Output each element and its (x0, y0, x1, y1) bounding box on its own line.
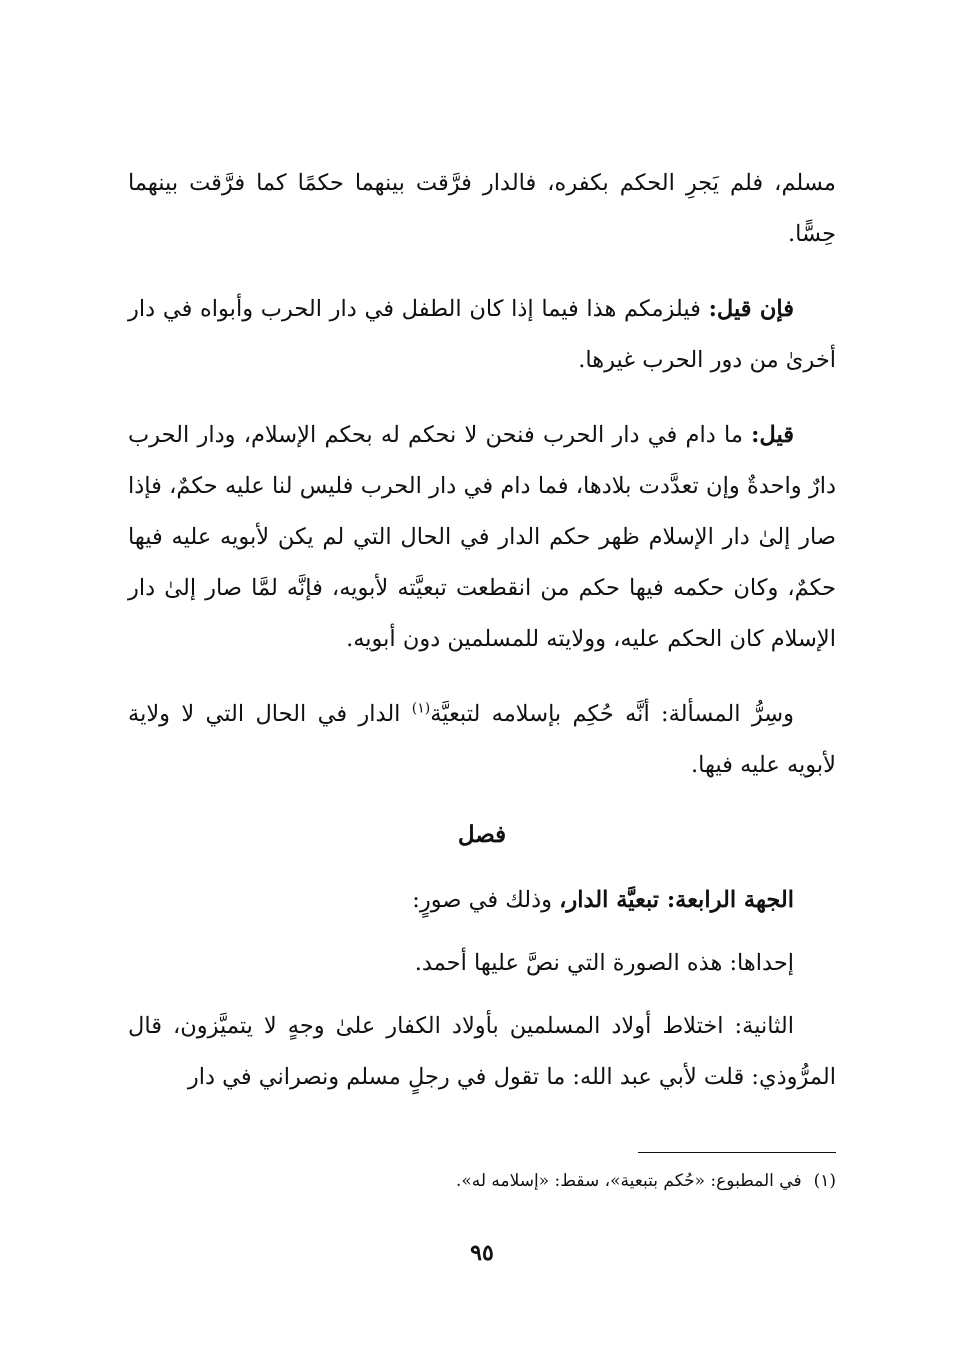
section-heading-lead: الجهة الرابعة: تبعيَّة الدار، (559, 887, 794, 913)
section-title: فصل (457, 821, 507, 848)
list-item-2 (128, 1001, 836, 1103)
page-number: ٩٥ (470, 1240, 494, 1266)
footnote (128, 1166, 836, 1196)
paragraph-3 (128, 410, 836, 665)
paragraph-2-text: فيلزمكم هذا فيما إذا كان الطفل في دار الحرب وأبواه في دار أخرىٰ من دور الحرب غيرها. (128, 296, 836, 373)
footnote-text: في المطبوع: «حُكم بتبعية»، سقط: «إسلامه له». (455, 1171, 802, 1191)
list-item-1-text: إحداها: هذه الصورة التي نصَّ عليها أحمد. (414, 950, 794, 976)
paragraph-4 (128, 689, 836, 791)
paragraph-2 (128, 284, 836, 386)
footnote-reference[interactable]: (١) (411, 700, 431, 717)
list-item-1 (128, 938, 836, 989)
list-item-2-text: الثانية: اختلاط أولاد المسلمين بأولاد الكفار علىٰ وجهٍ لا يتميَّزون، قال المرُّوذي: قلت لأبي عبد الله: ما تقول في رجلٍ مسلم ونصراني في دار (128, 1013, 836, 1090)
paragraph-4-text-end: الدار في الحال التي لا ولاية لأبويه عليه فيها. (128, 701, 836, 778)
paragraph-3-text: ما دام في دار الحرب فنحن لا نحكم له بحكم الإسلام، ودار الحرب دارٌ واحدةٌ وإن تعدَّدت بلادها، فما دام في دار الحرب فليس لنا عليه حكمٌ، فإذا صار إلىٰ دار الإسلام ظهر حكم الدار في الحال التي لم يكن لأبويه عليه فيها حكمٌ، وكان حكمه فيها حكم من انقطعت تبعيَّته لأبويه، فإنَّه لمَّا صار إلىٰ دار الإسلام كان الحكم عليه، وولايته للمسلمين دون أبويه. (128, 422, 836, 652)
paragraph-1 (128, 158, 836, 260)
paragraph-2-lead: فإن قيل: (708, 296, 795, 322)
main-text (128, 158, 836, 1127)
section-heading (128, 875, 836, 926)
paragraph-1-text: مسلم، فلم يَجرِ الحكم بكفره، فالدار فرَّقت بينهما حكمًا كما فرَّقت بينهما حِسًّا. (128, 170, 836, 247)
footnote-number: (١) (813, 1171, 836, 1191)
footnote-divider (638, 1152, 836, 1153)
paragraph-3-lead: قيل: (751, 422, 794, 448)
section-heading-text: وذلك في صورٍ: (412, 887, 560, 913)
paragraph-4-text-start: وسِرُّ المسألة: أنَّه حُكِم بإسلامه لتبعيَّة (430, 701, 794, 727)
